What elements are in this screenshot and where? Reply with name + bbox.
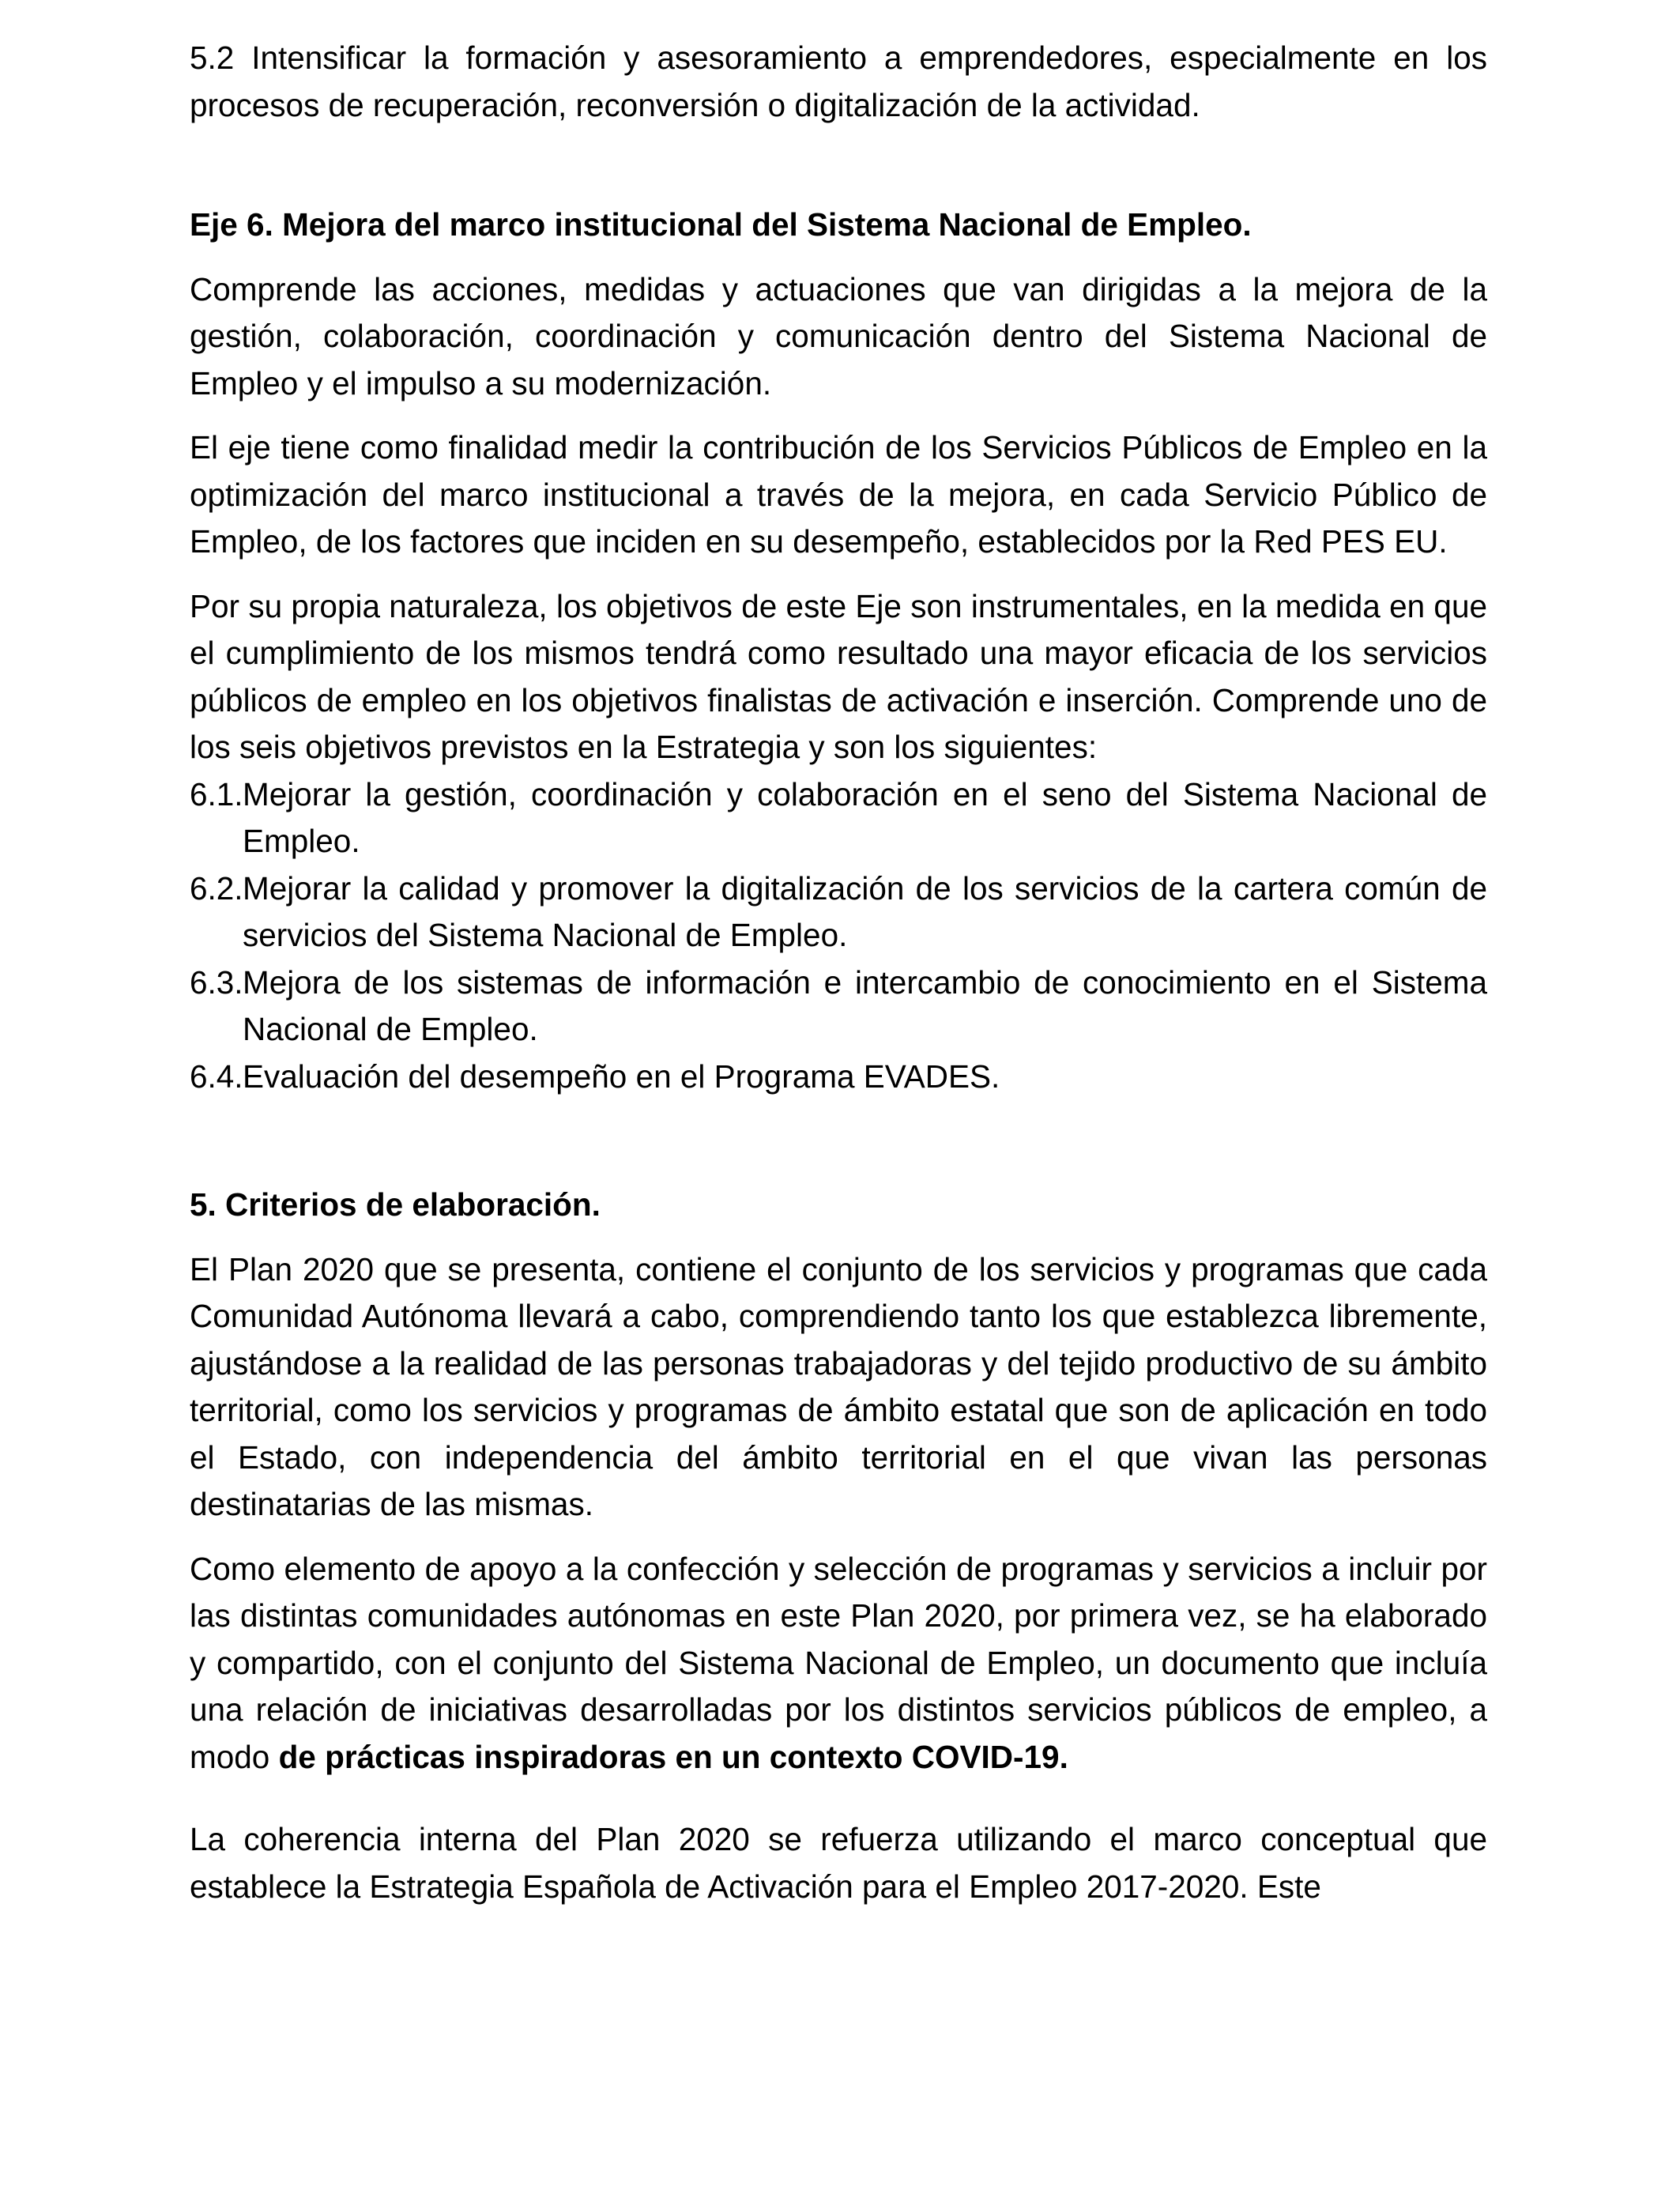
spacer	[190, 1100, 1487, 1182]
list-item	[190, 865, 1487, 959]
eje6-paragraph-1: Comprende las acciones, medidas y actuaciones que van dirigidas a la mejora de la gestión, colaboración, coordinación y comunicación dentro del Sistema Nacional de Empleo y el impulso a su modernización.	[190, 270, 1487, 401]
list-item-text: Mejora de los sistemas de información e intercambio de conocimiento en el Sistema Nacional de Empleo.	[243, 963, 1487, 1047]
eje6-heading: Eje 6. Mejora del marco institucional del Sistema Nacional de Empleo.	[190, 206, 1252, 243]
criterios-paragraph-2-text: Como elemento de apoyo a la confección y selección de programas y servicios a incluir por las distintas comunidades autónomas en este Plan 2020, por primera vez, se ha elaborado y compartido, con el conjunto del Sistema Nacional de Empleo, un documento que incluía una relación de iniciativas desarrolladas por los distintos servicios públicos de empleo, a modo	[190, 1550, 1487, 1775]
list-item-number: 6.4.	[190, 1057, 243, 1095]
objective-5-2: 5.2 Intensificar la formación y asesoramiento a emprendedores, especialmente en los procesos de recuperación, reconversión o digitalización de la actividad.	[190, 40, 1487, 123]
list-item	[190, 1054, 1487, 1101]
eje6-objectives-list	[190, 771, 1487, 1101]
spacer	[190, 1781, 1487, 1816]
eje6-paragraph-3: Por su propia naturaleza, los objetivos de este Eje son instrumentales, en la medida en que el cumplimiento de los mismos tendrá como resultado una mayor eficacia de los servicios públicos de empleo en los objetivos finalistas de activación e inserción. Comprende uno de los seis objetivos previstos en la Estrategia y son los siguientes:	[190, 587, 1487, 765]
list-item-number: 6.3.	[190, 963, 243, 1001]
criterios-paragraph-3: La coherencia interna del Plan 2020 se refuerza utilizando el marco conceptual que establece la Estrategia Española de Activación para el Empleo 2017-2020. Este	[190, 1821, 1487, 1905]
criterios-paragraph-2-bold: de prácticas inspiradoras en un contexto COVID-19.	[278, 1738, 1068, 1775]
criterios-paragraph-2	[190, 1546, 1487, 1781]
list-item-text: Evaluación del desempeño en el Programa EVADES.	[243, 1057, 1000, 1095]
document-page	[190, 35, 1487, 1910]
eje6-paragraph-2: El eje tiene como finalidad medir la contribución de los Servicios Públicos de Empleo en la optimización del marco institucional a través de la mejora, en cada Servicio Público de Empleo, de los factores que inciden en su desempeño, establecidos por la Red PES EU.	[190, 429, 1487, 560]
criterios-paragraph-1: El Plan 2020 que se presenta, contiene el conjunto de los servicios y programas que cada Comunidad Autónoma llevará a cabo, comprendiendo tanto los que establezca libremente, ajustándose a la realidad de las personas trabajadoras y del tejido productivo de su ámbito territorial, como los servicios y programas de ámbito estatal que son de aplicación en todo el Estado, con independencia del ámbito territorial en el que vivan las personas destinatarias de las mismas.	[190, 1250, 1487, 1522]
list-item-number: 6.2.	[190, 869, 243, 907]
list-item	[190, 771, 1487, 865]
list-item-text: Mejorar la calidad y promover la digitalización de los servicios de la cartera común de servicios del Sistema Nacional de Empleo.	[243, 869, 1487, 953]
list-item	[190, 959, 1487, 1054]
list-item-text: Mejorar la gestión, coordinación y colaboración en el seno del Sistema Nacional de Empleo.	[243, 775, 1487, 859]
list-item-number: 6.1.	[190, 775, 243, 812]
spacer	[190, 129, 1487, 202]
criterios-heading: 5. Criterios de elaboración.	[190, 1186, 601, 1223]
